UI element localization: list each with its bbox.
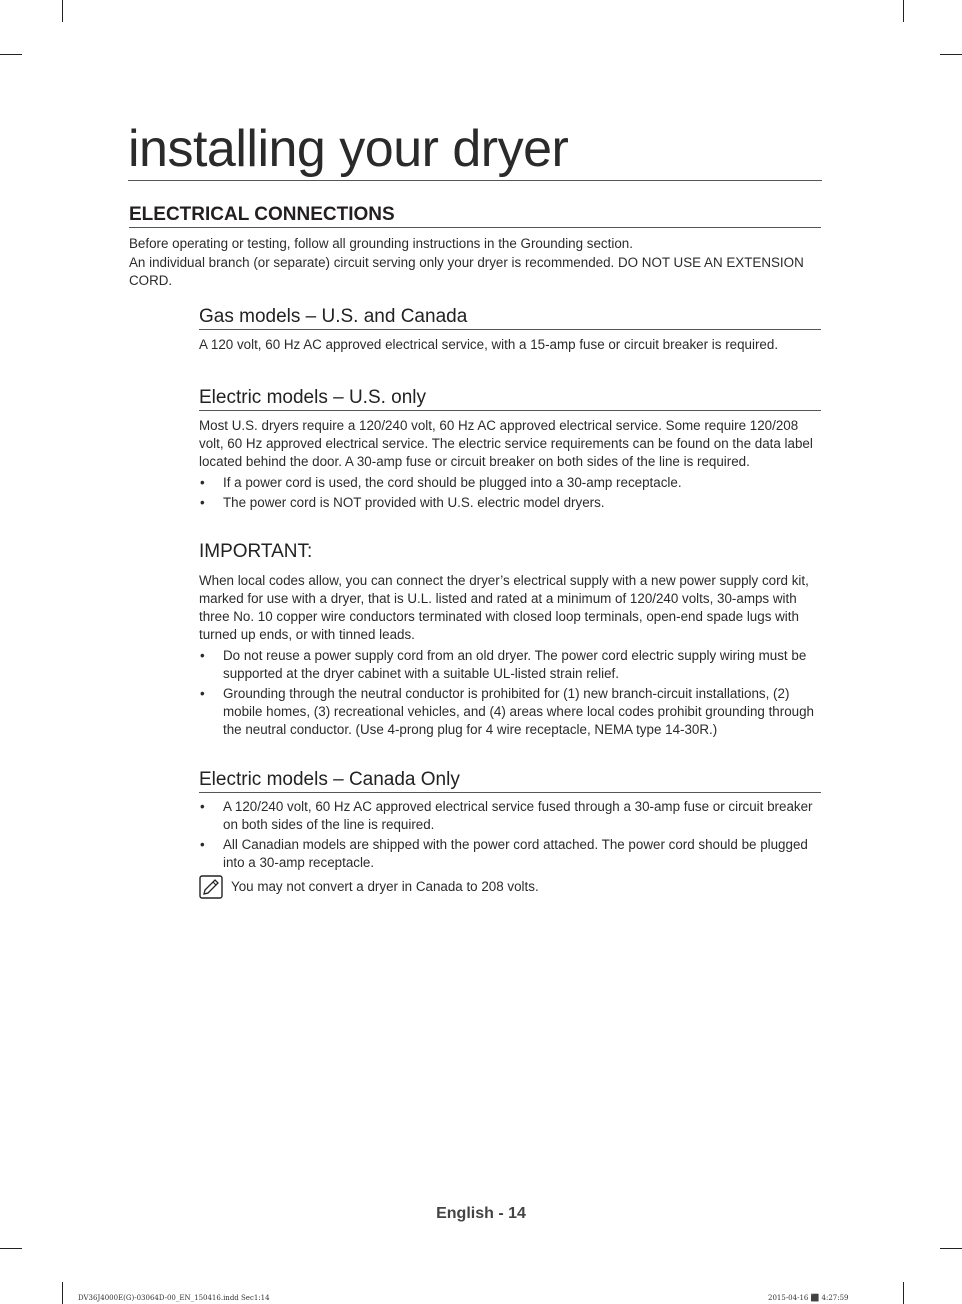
page-title: installing your dryer (128, 120, 822, 181)
intro-paragraph: Before operating or testing, follow all grounding instructions in the Grounding section. (129, 236, 633, 251)
list-item-text: Do not reuse a power supply cord from an old dryer. The power cord electric supply wiring must be supported at the dryer cabinet with a suitable UL-listed strain relief. (223, 648, 807, 681)
note (199, 878, 821, 899)
crop-mark (903, 1282, 904, 1304)
bullet-icon: • (200, 799, 205, 814)
crop-mark (62, 0, 63, 22)
electric-canada-bullets (199, 798, 821, 872)
list-item-text: A 120/240 volt, 60 Hz AC approved electrical service fused through a 30-amp fuse or circuit breaker on both sides of the line is required. (223, 799, 813, 832)
intro-text (129, 235, 821, 291)
list-item (199, 798, 821, 834)
crop-mark (940, 54, 962, 55)
electric-canada-heading: Electric models – Canada Only (199, 769, 821, 793)
note-pencil-icon (199, 875, 223, 899)
crop-mark (903, 0, 904, 22)
print-file-info: DV36J4000E(G)-03064D-00_EN_150416.indd Sec1:14 (78, 1294, 270, 1302)
important-heading: IMPORTANT: (199, 541, 313, 562)
list-item-text: The power cord is NOT provided with U.S. electric model dryers. (223, 495, 605, 510)
intro-paragraph: An individual branch (or separate) circuit serving only your dryer is recommended. DO NOT USE AN EXTENSION CORD. (129, 255, 804, 288)
list-item (199, 474, 821, 492)
gas-models-heading: Gas models – U.S. and Canada (199, 306, 821, 330)
important-bullets (199, 647, 821, 739)
list-item (199, 836, 821, 872)
crop-mark (940, 1248, 962, 1249)
electric-us-bullets (199, 474, 821, 512)
bullet-icon: • (200, 475, 205, 490)
important-section (199, 541, 821, 741)
note-text: You may not convert a dryer in Canada to 208 volts. (231, 879, 539, 894)
bullet-icon: • (200, 648, 205, 663)
list-item-text: If a power cord is used, the cord should be plugged into a 30-amp receptacle. (223, 475, 682, 490)
list-item-text: All Canadian models are shipped with the power cord attached. The power cord should be plugged into a 30-amp receptacle. (223, 837, 808, 870)
gas-models-text: A 120 volt, 60 Hz AC approved electrical service, with a 15-amp fuse or circuit breaker is required. (199, 337, 779, 352)
bullet-icon: • (200, 686, 205, 701)
electric-us-heading: Electric models – U.S. only (199, 387, 821, 411)
electric-canada-section (199, 769, 821, 899)
crop-mark (0, 1248, 22, 1249)
section-heading: ELECTRICAL CONNECTIONS (129, 204, 821, 228)
crop-mark (62, 1282, 63, 1304)
electric-us-section (199, 387, 821, 514)
gas-models-section (199, 306, 821, 354)
print-date-info: 2015-04-16 ⬛ 4:27:59 (768, 1294, 849, 1302)
page-number: English - 14 (436, 1205, 526, 1222)
electric-us-text: Most U.S. dryers require a 120/240 volt, 60 Hz AC approved electrical service. Some require 120/208 volt, 60 Hz approved electrical service. The electric service requirements can be found on the data label located behind the door. A 30-amp fuse or circuit breaker on both sides of the line is required. (199, 418, 813, 469)
list-item (199, 494, 821, 512)
bullet-icon: • (200, 495, 205, 510)
list-item (199, 647, 821, 683)
list-item-text: Grounding through the neutral conductor is prohibited for (1) new branch-circuit installations, (2) mobile homes, (3) recreational vehicles, and (4) areas where local codes prohibit grounding through the neutral conductor. (Use 4-prong plug for 4 wire receptacle, NEMA type 14-30R.) (223, 686, 814, 737)
bullet-icon: • (200, 837, 205, 852)
important-text: When local codes allow, you can connect the dryer’s electrical supply with a new power supply cord kit, marked for use with a dryer, that is U.L. listed and rated at a minimum of 120/240 volts, 30-amps with three No. 10 copper wire conductors terminated with closed loop terminals, open-end spade lugs with turned up ends, or with tinned leads. (199, 573, 809, 642)
crop-mark (0, 54, 22, 55)
list-item (199, 685, 821, 739)
